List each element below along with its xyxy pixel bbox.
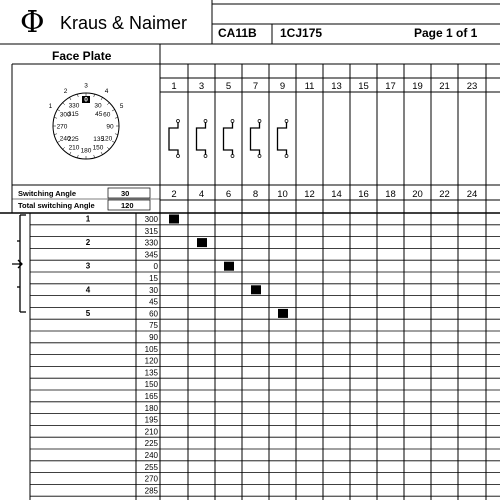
angle-210: 210 [144,427,158,437]
dial-angle-330: 330 [68,102,80,110]
contact-symbol [197,120,208,158]
dial-tick [107,147,109,149]
dial-angle-60: 60 [103,111,111,119]
angle-270: 270 [144,474,158,484]
dial-position-4: 4 [104,87,109,95]
terminal-top-9: 9 [279,81,286,92]
dial-angle-135: 135 [93,136,105,144]
position-label-1: 1 [85,214,91,224]
dial-active-position: 0 [84,96,88,104]
terminal-bottom-12: 12 [304,189,315,200]
dial-tick [63,103,65,105]
dial-tick [107,103,109,105]
contact-symbol [278,120,289,158]
terminal-bottom-20: 20 [412,189,423,200]
dial-angle-225: 225 [67,136,79,144]
dial-angle-240: 240 [59,135,71,143]
angle-30: 30 [149,285,158,295]
position-label-3: 3 [85,261,91,271]
dial-position-2: 2 [63,87,68,95]
dial-tick [101,97,103,100]
dial-tick [54,117,57,118]
position-label-2: 2 [85,238,91,248]
angle-255: 255 [144,462,158,472]
angle-0: 0 [153,262,158,272]
type-code: CA11B [218,26,257,40]
dial-angle-270: 270 [56,123,68,131]
dial-angle-120: 120 [101,135,113,143]
angle-45: 45 [149,297,158,307]
dial-tick [112,110,115,112]
dial-position-1: 1 [48,103,53,110]
terminal-bottom-4: 4 [198,189,205,200]
contact-symbol [224,120,235,158]
terminal-top-19: 19 [412,81,423,92]
position-label-4: 4 [85,285,91,295]
dial-tick [101,152,103,155]
dial-tick [54,134,57,135]
dial-tick [70,97,72,100]
angle-180: 180 [144,403,158,413]
angle-345: 345 [144,250,158,260]
contact-closed-mark [197,238,207,247]
terminal-top-21: 21 [439,81,450,92]
angle-105: 105 [144,344,158,354]
terminal-bottom-10: 10 [277,189,288,200]
dial-tick [115,134,118,135]
terminal-top-13: 13 [331,81,342,92]
angle-195: 195 [144,415,158,425]
angle-285: 285 [144,486,158,496]
dial-tick [77,94,78,97]
angle-150: 150 [144,380,158,390]
terminal-top-7: 7 [252,81,259,92]
angle-120: 120 [144,356,158,366]
dial-angle-90: 90 [106,123,114,131]
terminal-bottom-18: 18 [385,189,396,200]
dial-angle-30: 30 [94,102,102,110]
contact-closed-mark [224,262,234,271]
angle-330: 330 [144,238,158,248]
program-code: 1CJ175 [280,26,323,40]
angle-60: 60 [149,309,158,319]
terminal-top-15: 15 [358,81,369,92]
terminal-top-1: 1 [171,81,177,92]
dial-tick [94,94,95,97]
terminal-top-3: 3 [198,81,205,92]
dial-position-3: 3 [84,82,88,90]
dial-tick [77,155,78,158]
terminal-bottom-6: 6 [225,189,232,200]
angle-75: 75 [149,321,158,331]
switching-angle-value: 30 [121,189,130,198]
angle-135: 135 [144,368,158,378]
terminal-bottom-2: 2 [171,189,177,200]
terminal-bottom-22: 22 [439,189,450,200]
angle-240: 240 [144,451,158,460]
company-logo-symbol: Φ [20,5,45,40]
dial-angle-180: 180 [80,147,92,155]
dial-angle-150: 150 [92,144,104,152]
contact-closed-mark [169,215,179,224]
dial-angle-315: 315 [67,110,79,118]
contact-symbol [251,120,262,158]
dial-tick [63,147,65,149]
dial-position-5: 5 [119,103,124,110]
face-plate-title: Face Plate [52,49,112,63]
terminal-bottom-24: 24 [466,189,478,200]
contact-closed-mark [251,285,261,294]
page-label: Page 1 of 1 [414,26,478,40]
dial-angle-45: 45 [95,110,103,118]
angle-165: 165 [144,392,158,401]
dial-tick [115,117,118,118]
position-label-5: 5 [85,308,91,318]
terminal-bottom-14: 14 [331,189,342,200]
terminal-bottom-8: 8 [252,189,259,200]
total-switching-angle-value: 120 [121,201,134,210]
terminal-top-5: 5 [225,81,232,92]
angle-90: 90 [149,333,158,342]
dial-tick [112,141,115,143]
dial-angle-300: 300 [59,111,71,119]
switching-angle-label: Switching Angle [18,189,77,198]
company-name: Kraus & Naimer [60,13,188,33]
contact-closed-mark [278,309,288,318]
angle-300: 300 [144,215,158,224]
angle-15: 15 [149,274,158,283]
contact-symbol [169,120,180,158]
dial-tick [70,152,72,155]
terminal-bottom-16: 16 [358,189,369,200]
terminal-top-17: 17 [385,81,396,92]
dial-tick [94,155,95,158]
total-switching-angle-label: Total switching Angle [18,201,95,210]
angle-225: 225 [144,439,158,449]
terminal-top-23: 23 [466,81,478,92]
terminal-top-11: 11 [304,81,315,92]
angle-315: 315 [144,226,158,236]
dial-angle-210: 210 [68,144,80,152]
